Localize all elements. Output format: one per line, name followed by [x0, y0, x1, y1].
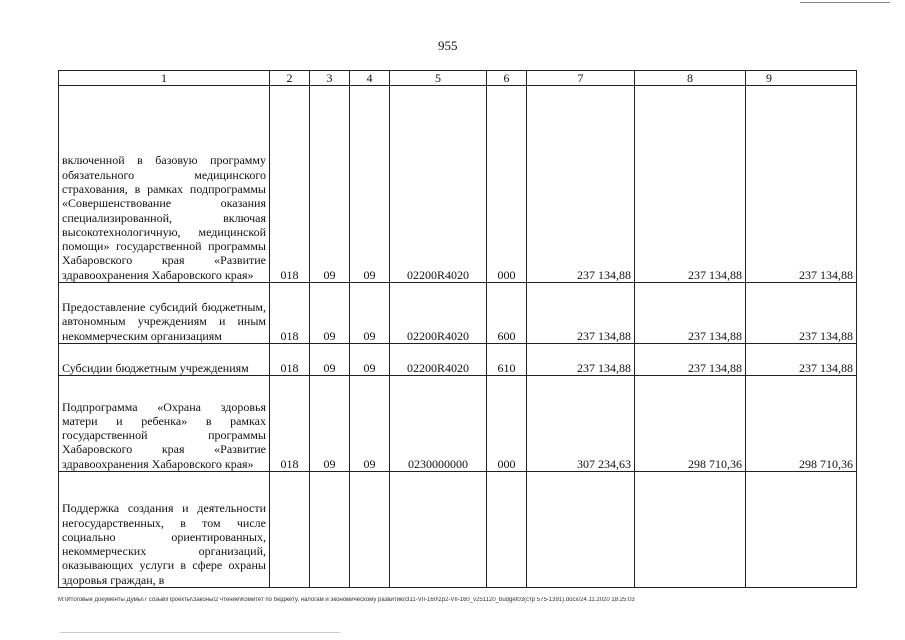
cell-col-6: 610 [487, 344, 527, 376]
cell-col-3: 09 [310, 344, 350, 376]
cell-col-5 [390, 472, 487, 588]
bottom-rule [60, 632, 340, 633]
header-col-3: 3 [310, 71, 350, 86]
header-col-9: 9 [746, 71, 857, 86]
cell-col-3: 09 [310, 86, 350, 283]
cell-col-6: 000 [487, 86, 527, 283]
table-row [59, 472, 857, 588]
cell-col-2: 018 [270, 283, 310, 344]
cell-col-2 [270, 472, 310, 588]
cell-col-9: 237 134,88 [746, 283, 857, 344]
cell-col-6: 000 [487, 376, 527, 472]
header-col-8: 8 [635, 71, 746, 86]
cell-col-4: 09 [350, 376, 390, 472]
cell-col-4: 09 [350, 344, 390, 376]
row-description: включенной в базовую программу обязательного медицинского страхования, в рамках подпрограммы «Совершенствование оказания специализированной, включая высокотехнологичную, медицинской помощи» государственной программы Хабаровского края «Развитие здравоохранения Хабаровского края» [59, 86, 270, 283]
cell-col-9: 237 134,88 [746, 86, 857, 283]
cell-col-5: 02200R4020 [390, 283, 487, 344]
header-col-2: 2 [270, 71, 310, 86]
table-row [59, 376, 857, 472]
cell-col-7: 237 134,88 [527, 283, 635, 344]
header-col-1: 1 [59, 71, 270, 86]
cell-col-8 [635, 472, 746, 588]
table-row [59, 283, 857, 344]
cell-col-5: 0230000000 [390, 376, 487, 472]
cell-col-3: 09 [310, 283, 350, 344]
cell-col-7 [527, 472, 635, 588]
header-col-6: 6 [487, 71, 527, 86]
cell-col-4 [350, 472, 390, 588]
header-col-7: 7 [527, 71, 635, 86]
cell-col-6 [487, 472, 527, 588]
cell-col-3 [310, 472, 350, 588]
row-description: Субсидии бюджетным учреждениям [59, 344, 270, 376]
budget-table [58, 70, 857, 588]
cell-col-2: 018 [270, 86, 310, 283]
row-description: Поддержка создания и деятельности негосударственных, в том числе социально ориентированных, некоммерческих организаций, оказывающих услуги в сфере охраны здоровья граждан, в [59, 472, 270, 588]
cell-col-8: 237 134,88 [635, 344, 746, 376]
cell-col-5: 02200R4020 [390, 86, 487, 283]
cell-col-8: 237 134,88 [635, 283, 746, 344]
cell-col-7: 307 234,63 [527, 376, 635, 472]
cell-col-2: 018 [270, 376, 310, 472]
cell-col-4: 09 [350, 86, 390, 283]
cell-col-5: 02200R4020 [390, 344, 487, 376]
row-description: Предоставление субсидий бюджетным, автономным учреждениям и иным некоммерческим организациям [59, 283, 270, 344]
header-col-5: 5 [390, 71, 487, 86]
cell-col-7: 237 134,88 [527, 86, 635, 283]
cell-col-8: 237 134,88 [635, 86, 746, 283]
header-col-4: 4 [350, 71, 390, 86]
table-row [59, 86, 857, 283]
page-number: 955 [438, 38, 458, 53]
cell-col-3: 09 [310, 376, 350, 472]
top-rule [800, 2, 890, 3]
cell-col-9 [746, 472, 857, 588]
cell-col-9: 298 710,36 [746, 376, 857, 472]
table-header-row [59, 71, 857, 86]
table-row [59, 344, 857, 376]
footer-file-path: M:\Итоговые документы Думы\7 созыв\Проекты\Законы\2 чтение\Комитет по бюджету, налогам и экономическому развитию\311-VII-160\zp2-VII-160_v251120_budget03(стр 575-1391).docx/24.11.2020 18:25:03 [58, 597, 635, 603]
cell-col-6: 600 [487, 283, 527, 344]
cell-col-8: 298 710,36 [635, 376, 746, 472]
cell-col-9: 237 134,88 [746, 344, 857, 376]
cell-col-4: 09 [350, 283, 390, 344]
row-description: Подпрограмма «Охрана здоровья матери и ребенка» в рамках государственной программы Хабаровского края «Развитие здравоохранения Хабаровского края» [59, 376, 270, 472]
cell-col-7: 237 134,88 [527, 344, 635, 376]
cell-col-2: 018 [270, 344, 310, 376]
